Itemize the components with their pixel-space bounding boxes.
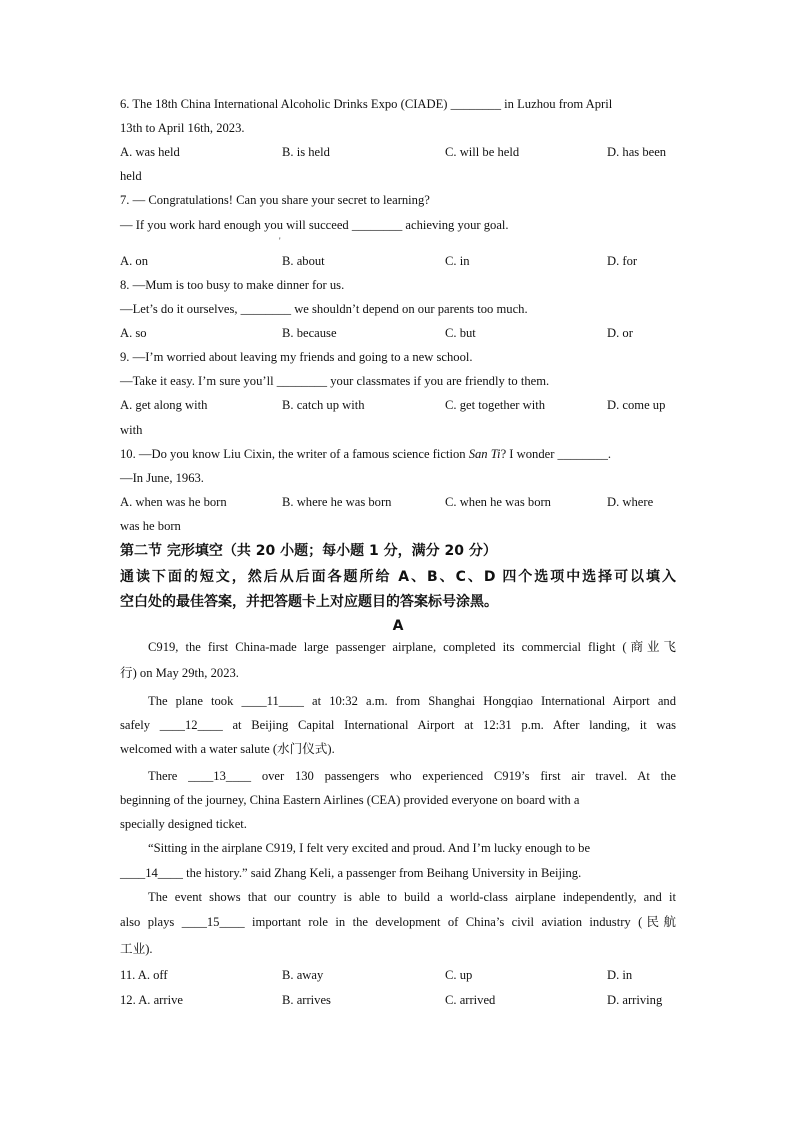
passage-p5-line3: 工业).	[120, 942, 153, 956]
passage-p1-line2: 行) on May 29th, 2023.	[120, 666, 239, 680]
q8-option-b: B. because	[282, 326, 337, 340]
passage-p2-line3: welcomed with a water salute (水门仪式).	[120, 742, 335, 756]
p2-pre: The plane took	[148, 694, 242, 708]
q11-option-d: D. in	[607, 968, 633, 982]
section-instructions-line1: 通读下面的短文，然后从后面各题所给 A、B、C、D 四个选项中选择可以填入	[120, 569, 676, 585]
passage-p3-line3: specially designed ticket.	[120, 817, 247, 831]
q10-stem-pre: 10. —Do you know Liu Cixin, the writer of a famous science fiction	[120, 447, 469, 461]
q6-stem-line2: 13th to April 16th, 2023.	[120, 121, 245, 135]
q12-option-a: 12. A. arrive	[120, 993, 183, 1007]
p2-post: at 10:32 a.m. from Shanghai Hongqiao International Airport and	[303, 694, 677, 708]
passage-p5-line1: The event shows that our country is able to build a world-class airplane independently, and it	[148, 890, 676, 904]
q11-option-b: B. away	[282, 968, 324, 982]
q8-option-a: A. so	[120, 326, 147, 340]
q9-option-a: A. get along with	[120, 398, 208, 412]
passage-p2-line2	[120, 716, 676, 734]
passage-p4-line2	[120, 864, 676, 882]
q9-option-b: B. catch up with	[282, 398, 365, 412]
section-title: 第二节 完形填空（共 20 小题；每小题 1 分，满分 20 分）	[120, 543, 497, 559]
blank-12: ____12____	[159, 718, 223, 732]
q6-stem-line1: 6. The 18th China International Alcoholic Drinks Expo (CIADE) ________ in Luzhou from April	[120, 97, 613, 111]
q10-option-d-cont: was he born	[120, 519, 181, 533]
p2b-pre: safely	[120, 718, 160, 732]
q9-option-d: D. come up	[607, 398, 666, 412]
passage-p4-line1: “Sitting in the airplane C919, I felt very excited and proud. And I’m lucky enough to be	[148, 841, 591, 855]
q6-option-d: D. has been	[607, 145, 667, 159]
passage-p3-line1	[148, 767, 676, 785]
passage-p5-line2	[120, 913, 676, 931]
q8-option-d: D. or	[607, 326, 633, 340]
p5-post: important role in the development of China’s civil aviation industry (民航	[244, 915, 676, 929]
q9-stem-line2: —Take it easy. I’m sure you’ll ________ your classmates if you are friendly to them.	[120, 374, 550, 388]
p3-pre: There	[148, 769, 189, 783]
p5-pre: also plays	[120, 915, 182, 929]
q6-option-c: C. will be held	[445, 145, 520, 159]
q10-option-d: D. where	[607, 495, 654, 509]
q10-stem-post: ? I wonder ________.	[500, 447, 612, 461]
q11-option-a: 11. A. off	[120, 968, 168, 982]
section-instructions-line2: 空白处的最佳答案，并把答题卡上对应题目的答案标号涂黑。	[120, 594, 498, 610]
q9-option-c: C. get together with	[445, 398, 546, 412]
q7-option-d: D. for	[607, 254, 638, 268]
q10-stem-line2: —In June, 1963.	[120, 471, 204, 485]
p2b-post: at Beijing Capital International Airport at 12:31 p.m. After landing, it was	[222, 718, 677, 732]
passage-p3-line2: beginning of the journey, China Eastern Airlines (CEA) provided everyone on board with a	[120, 793, 580, 807]
q11-option-c: C. up	[445, 968, 473, 982]
blank-15: ____15____	[181, 915, 245, 929]
q12-option-b: B. arrives	[282, 993, 331, 1007]
q7-stem-line2: — If you work hard enough you will succeed ________ achieving your goal.	[120, 218, 509, 232]
comma-mark: '	[279, 236, 281, 246]
q10-option-a: A. when was he born	[120, 495, 227, 509]
q8-stem-line1: 8. —Mum is too busy to make dinner for us.	[120, 278, 345, 292]
q12-option-c: C. arrived	[445, 993, 496, 1007]
blank-11: ____11____	[241, 694, 304, 708]
p4-post: the history.” said Zhang Keli, a passenger from Beihang University in Beijing.	[182, 866, 582, 880]
q7-stem-line1: 7. — Congratulations! Can you share your secret to learning?	[120, 193, 430, 207]
q7-option-a: A. on	[120, 254, 148, 268]
blank-13: ____13____	[188, 769, 252, 783]
q9-option-d-cont: with	[120, 423, 143, 437]
q7-option-b: B. about	[282, 254, 325, 268]
q8-option-c: C. but	[445, 326, 476, 340]
q8-stem-line2: —Let’s do it ourselves, ________ we shouldn’t depend on our parents too much.	[120, 302, 528, 316]
q10-book-title: San Ti	[468, 447, 501, 461]
q9-stem-line1: 9. —I’m worried about leaving my friends and going to a new school.	[120, 350, 473, 364]
p3-post: over 130 passengers who experienced C919’s first air travel. At the	[251, 769, 676, 783]
q6-option-d-cont: held	[120, 169, 142, 183]
q7-option-c: C. in	[445, 254, 470, 268]
q6-option-b: B. is held	[282, 145, 330, 159]
q12-option-d: D. arriving	[607, 993, 663, 1007]
blank-14: ____14____	[120, 866, 183, 880]
passage-label: A	[392, 618, 404, 634]
q10-option-c: C. when he was born	[445, 495, 551, 509]
q6-option-a: A. was held	[120, 145, 180, 159]
q10-stem-line1	[120, 445, 676, 463]
passage-p2-line1	[148, 692, 676, 710]
q10-option-b: B. where he was born	[282, 495, 392, 509]
passage-p1-line1: C919, the first China-made large passenger airplane, completed its commercial flight (商业飞	[148, 640, 676, 654]
